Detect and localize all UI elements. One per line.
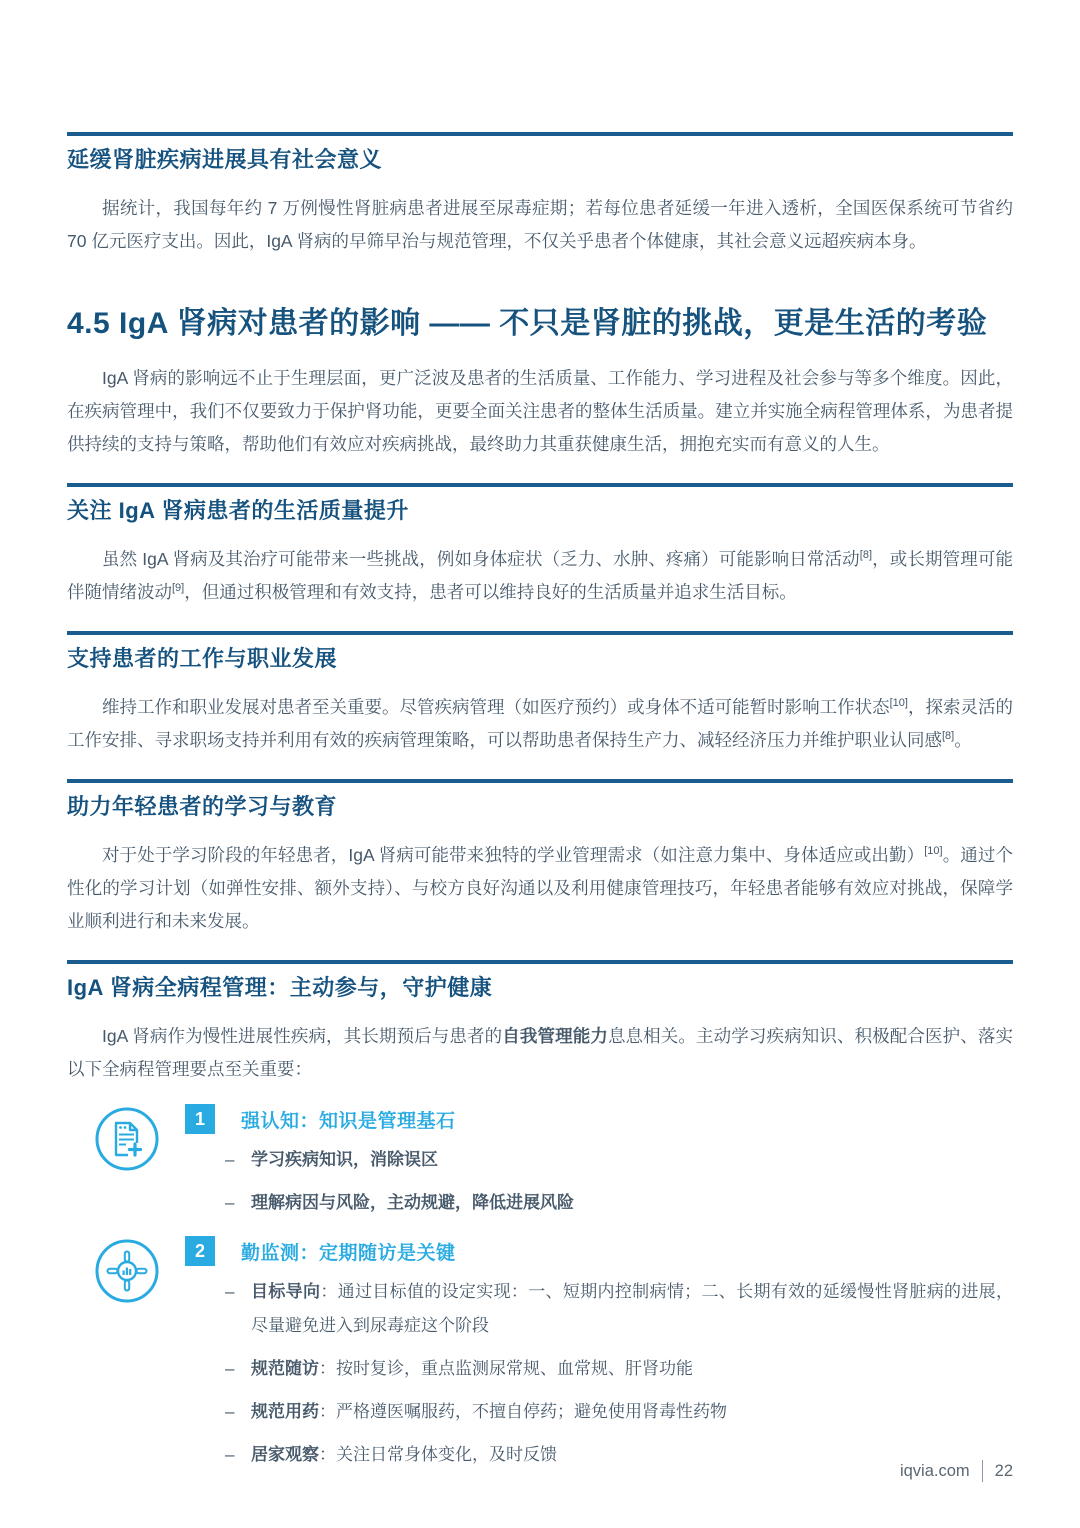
bullet-body: ：通过目标值的设定实现：一、短期内控制病情；二、长期有效的延缓慢性肾脏病的进展，尽量避免进入到尿毒症这个阶段 bbox=[251, 1282, 1014, 1335]
section-whole-course-management bbox=[67, 960, 1013, 1086]
paragraph-text: ，但通过积极管理和有效支持，患者可以维持良好的生活质量并追求生活目标。 bbox=[184, 582, 797, 602]
item-icon-column bbox=[67, 1236, 185, 1304]
item-title-row bbox=[185, 1104, 1013, 1134]
bullet-dash: – bbox=[225, 1193, 235, 1212]
paragraph bbox=[67, 839, 1013, 938]
bullet-dash: – bbox=[225, 1402, 235, 1421]
paragraph-text: IgA 肾病的影响远不止于生理层面，更广泛波及患者的生活质量、工作能力、学习进程及社会参与等多个维度。因此，在疾病管理中，我们不仅要致力于保护肾功能，更要全面关注患者的整体生活质量。建立并实施全病程管理体系，为患者提供持续的支持与策略，帮助他们有效应对疾病挑战，最终助力其重获健康生活，拥抱充实而有意义的人生。 bbox=[67, 368, 1013, 454]
item-content bbox=[185, 1236, 1013, 1472]
section-social-significance bbox=[67, 132, 1013, 258]
bullet-lead: 规范用药 bbox=[251, 1402, 319, 1421]
bullet-body: ：关注日常身体变化，及时反馈 bbox=[319, 1445, 557, 1464]
bullet-lead: 规范随访 bbox=[251, 1359, 319, 1378]
bullet-item bbox=[225, 1352, 1013, 1386]
item-title: 勤监测：定期随访是关键 bbox=[241, 1242, 456, 1264]
list-item-monitoring bbox=[67, 1236, 1013, 1472]
management-points-list bbox=[67, 1104, 1013, 1472]
bullet-text bbox=[251, 1395, 1013, 1429]
item-bullets bbox=[225, 1143, 1013, 1220]
paragraph-text: ，或长期管理可能伴随情绪波动 bbox=[67, 549, 1013, 602]
reference-marker: [8] bbox=[859, 549, 873, 562]
paragraph-text: 。 bbox=[954, 730, 972, 750]
section-heading: 助力年轻患者的学习与教育 bbox=[67, 794, 338, 819]
medical-record-plus-icon bbox=[94, 1106, 185, 1172]
paragraph-text: 据统计，我国每年约 7 万例慢性肾脏病患者进展至尿毒症期；若每位患者延缓一年进入透析，全国医保系统可节省约 70 亿元医疗支出。因此，IgA 肾病的早筛早治与规范管理，不仅关乎患者个体健康，其社会意义远超疾病本身。 bbox=[67, 198, 1013, 251]
section-work-career bbox=[67, 631, 1013, 757]
item-content bbox=[185, 1104, 1013, 1220]
bullet-dash: – bbox=[225, 1150, 235, 1169]
paragraph-bold-text: 自我管理能力 bbox=[502, 1026, 608, 1046]
bullet-item bbox=[225, 1143, 1013, 1177]
paragraph bbox=[67, 691, 1013, 757]
bullet-dash: – bbox=[225, 1445, 235, 1464]
bullet-lead: 居家观察 bbox=[251, 1445, 319, 1464]
paragraph-text: ，探索灵活的工作安排、寻求职场支持并利用有效的疾病管理策略，可以帮助患者保持生产力、减轻经济压力并维护职业认同感 bbox=[67, 697, 1014, 750]
item-title-row bbox=[185, 1236, 1013, 1266]
item-title: 强认知：知识是管理基石 bbox=[241, 1110, 456, 1132]
footer-separator bbox=[982, 1460, 983, 1482]
bullet-text bbox=[251, 1352, 1013, 1386]
section-divider bbox=[67, 779, 1013, 783]
chapter-paragraph bbox=[67, 362, 1013, 461]
bullet-text: 理解病因与风险，主动规避，降低进展风险 bbox=[251, 1193, 574, 1212]
section-divider bbox=[67, 631, 1013, 635]
paragraph-text: 虽然 IgA 肾病及其治疗可能带来一些挑战，例如身体症状（乏力、水肿、疼痛）可能影响日常活动 bbox=[102, 549, 860, 569]
bullet-text: 学习疾病知识，消除误区 bbox=[251, 1150, 438, 1169]
bullet-item bbox=[225, 1438, 1013, 1472]
item-icon-column bbox=[67, 1104, 185, 1172]
bullet-item bbox=[225, 1275, 1013, 1343]
chapter-title: 4.5 IgA 肾病对患者的影响 —— 不只是肾脏的挑战，更是生活的考验 bbox=[67, 307, 988, 340]
bullet-item bbox=[225, 1186, 1013, 1220]
item-number-badge: 1 bbox=[185, 1104, 215, 1134]
footer-site: iqvia.com bbox=[899, 1461, 970, 1480]
bullet-text bbox=[251, 1438, 1013, 1472]
bullet-text bbox=[251, 1275, 1013, 1343]
paragraph-text: 。通过个性化的学习计划（如弹性安排、额外支持）、与校方良好沟通以及利用健康管理技巧，年轻患者能够有效应对挑战，保障学业顺利进行和未来发展。 bbox=[67, 845, 1013, 931]
paragraph-text: IgA 肾病作为慢性进展性疾病，其长期预后与患者的 bbox=[102, 1026, 503, 1046]
reference-marker: [10] bbox=[924, 845, 943, 858]
section-heading: 支持患者的工作与职业发展 bbox=[67, 646, 338, 671]
section-heading: 关注 IgA 肾病患者的生活质量提升 bbox=[67, 498, 409, 523]
monitoring-target-icon bbox=[94, 1238, 185, 1304]
paragraph-text: 维持工作和职业发展对患者至关重要。尽管疾病管理（如医疗预约）或身体不适可能暂时影响工作状态 bbox=[102, 697, 890, 717]
reference-marker: [9] bbox=[172, 582, 185, 595]
bullet-dash: – bbox=[225, 1282, 235, 1301]
reference-marker: [8] bbox=[942, 730, 955, 743]
page-footer bbox=[900, 1460, 1013, 1482]
footer-page-number: 22 bbox=[994, 1461, 1013, 1480]
paragraph-text: 对于处于学习阶段的年轻患者，IgA 肾病可能带来独特的学业管理需求（如注意力集中、身体适应或出勤） bbox=[102, 845, 925, 865]
bullet-dash: – bbox=[225, 1359, 235, 1378]
section-divider bbox=[67, 960, 1013, 964]
reference-marker: [10] bbox=[889, 697, 908, 710]
bullet-body: ：按时复诊，重点监测尿常规、血常规、肝肾功能 bbox=[319, 1359, 693, 1378]
bullet-body: ：严格遵医嘱服药，不擅自停药；避免使用肾毒性药物 bbox=[319, 1402, 727, 1421]
paragraph-text: 息息相关。主动学习疾病知识、积极配合医护、落实以下全病程管理要点至关重要： bbox=[67, 1026, 1014, 1079]
bullet-lead: 目标导向 bbox=[251, 1282, 321, 1301]
list-item-knowledge bbox=[67, 1104, 1013, 1220]
section-quality-of-life bbox=[67, 483, 1013, 609]
paragraph bbox=[67, 1020, 1013, 1086]
bullet-item bbox=[225, 1395, 1013, 1429]
section-heading: IgA 肾病全病程管理：主动参与，守护健康 bbox=[67, 975, 493, 1000]
section-divider bbox=[67, 483, 1013, 487]
paragraph bbox=[67, 192, 1013, 258]
paragraph bbox=[67, 543, 1013, 609]
section-heading: 延缓肾脏疾病进展具有社会意义 bbox=[67, 147, 383, 172]
item-number-badge: 2 bbox=[185, 1236, 215, 1266]
section-divider bbox=[67, 132, 1013, 136]
section-study-education bbox=[67, 779, 1013, 938]
item-bullets bbox=[225, 1275, 1013, 1472]
